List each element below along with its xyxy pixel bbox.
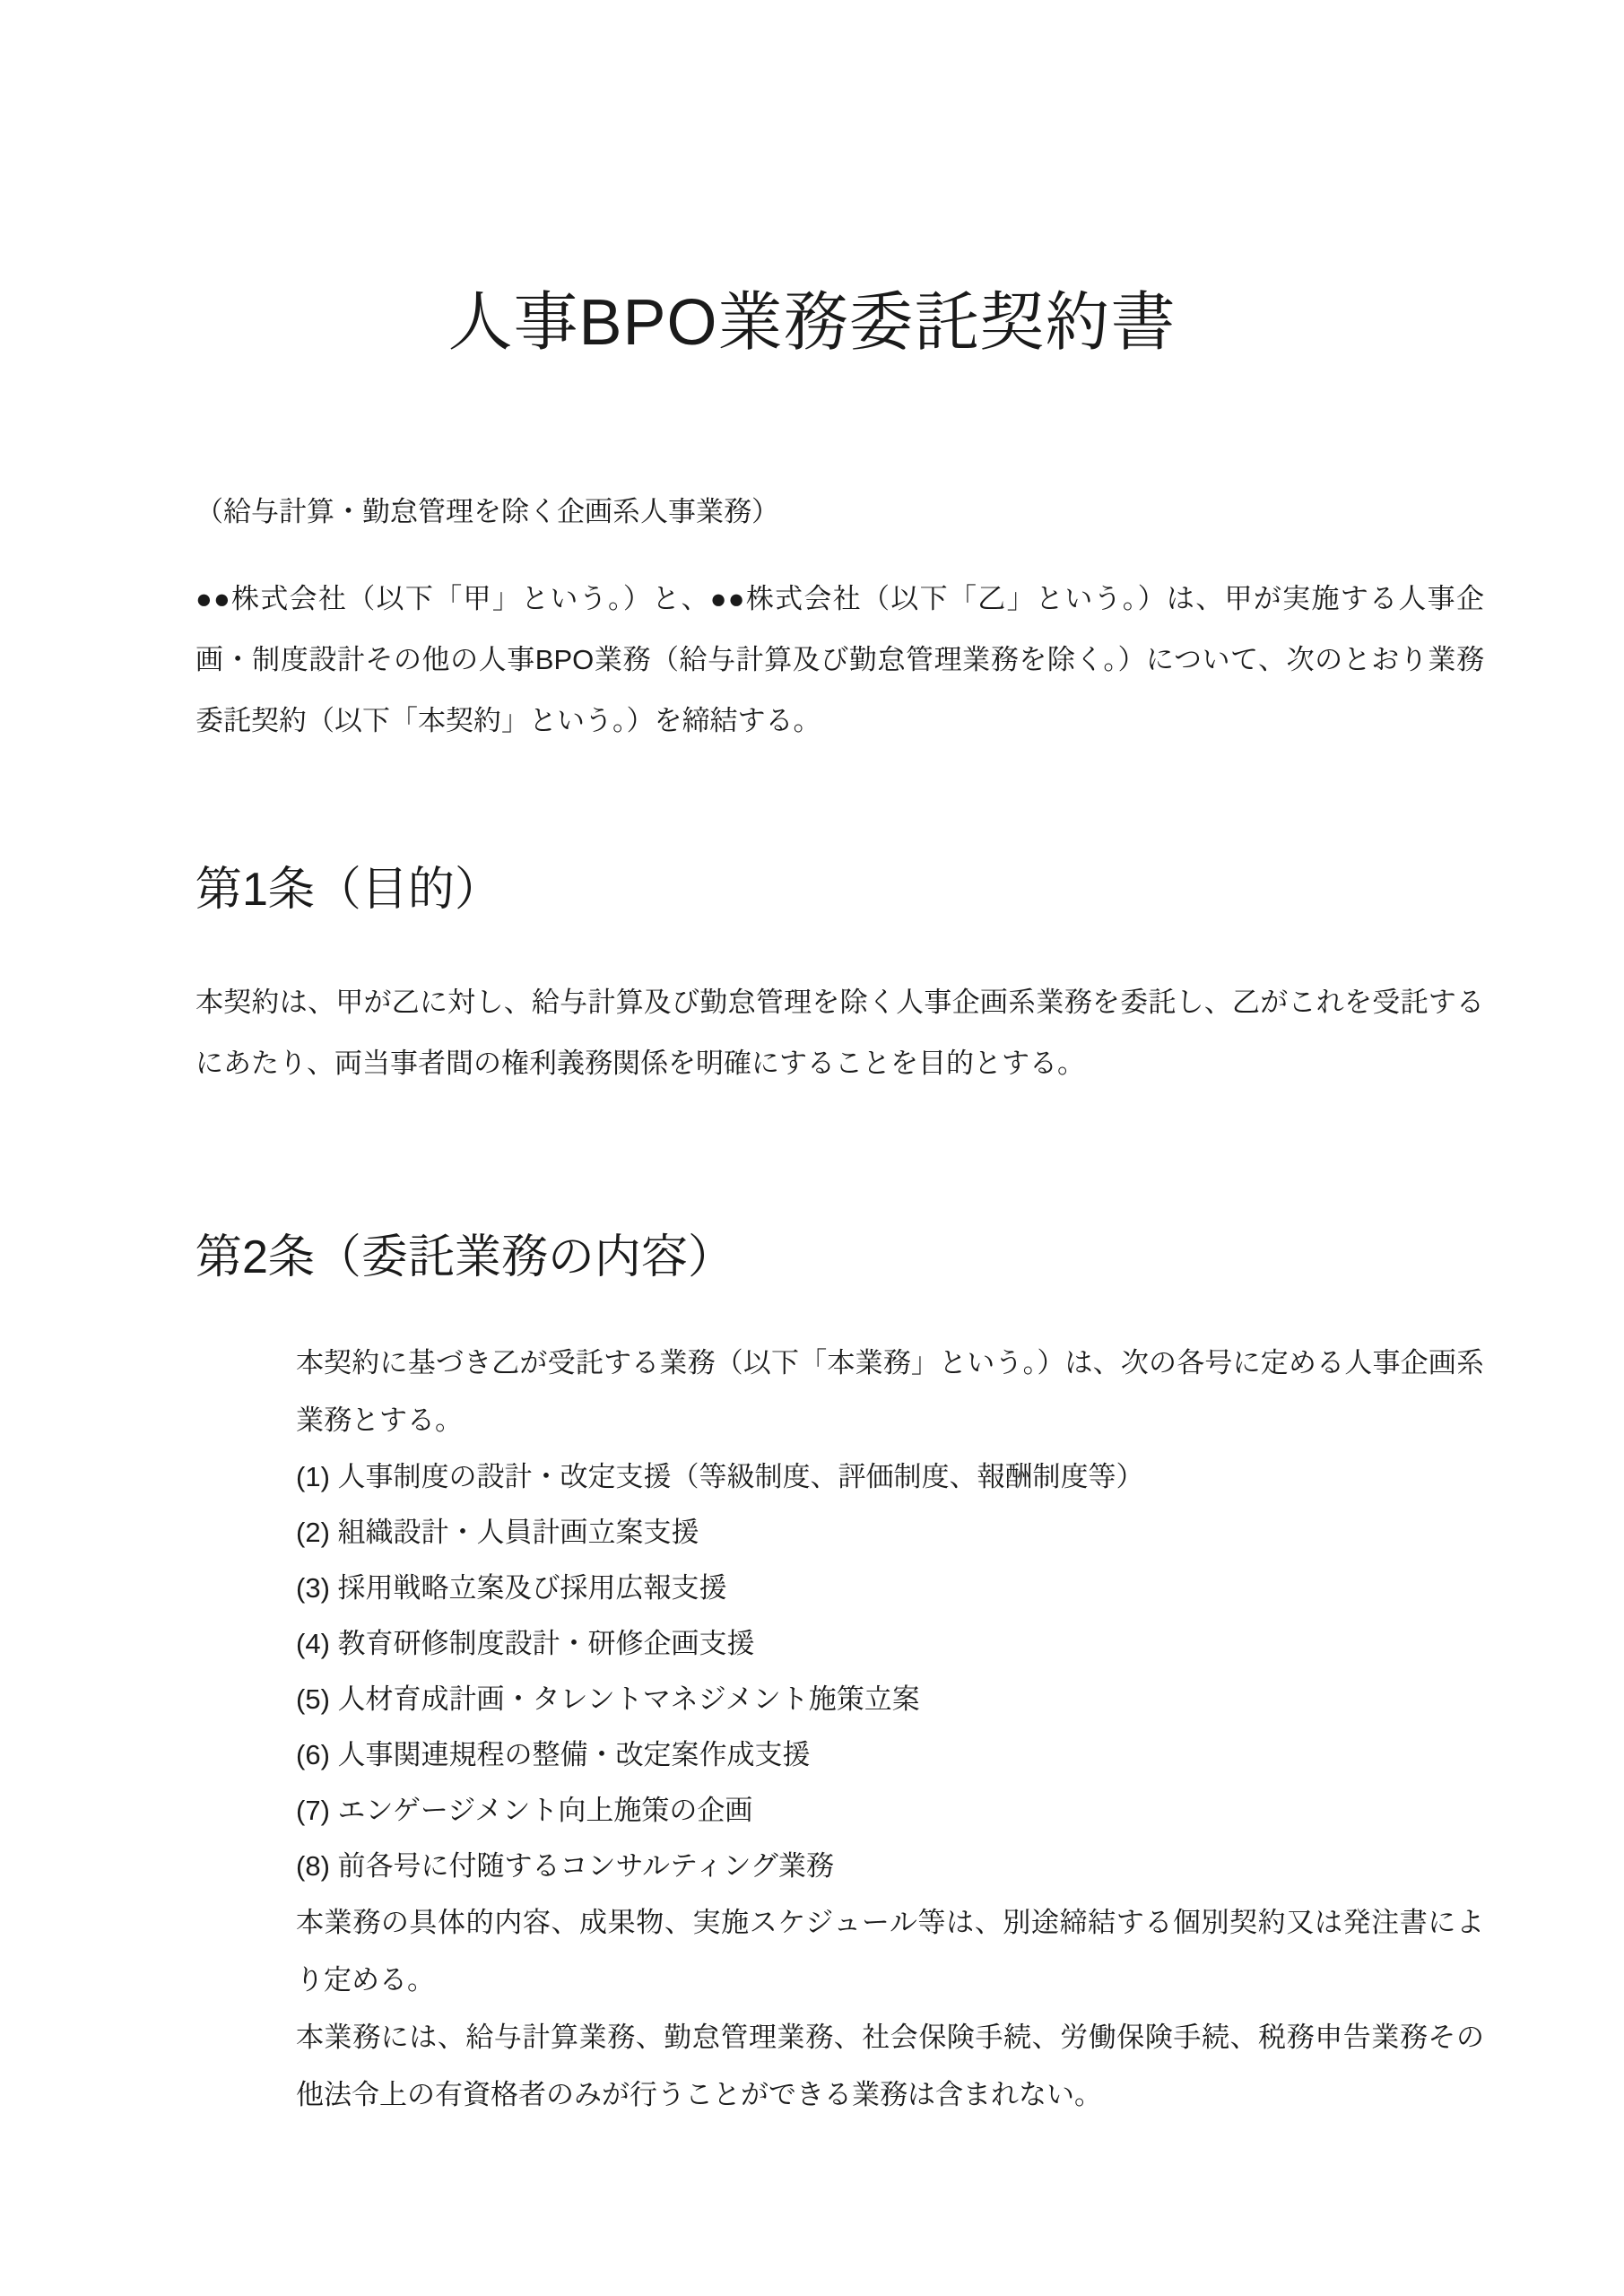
section2-block	[296, 1335, 1484, 2124]
section1-body: 本契約は、甲が乙に対し、給与計算及び勤怠管理を除く人事企画系業務を委託し、乙がこれを受託するにあたり、両当事者間の権利義務関係を明確にすることを目的とする。	[195, 987, 1484, 1079]
section2-heading: 第2条（委託業務の内容）	[195, 1231, 734, 1283]
section1-heading: 第1条（目的）	[195, 864, 501, 916]
list-item-2: (2) 組織設計・人員計画立案支援	[296, 1517, 699, 1548]
list-item-7: (7) エンゲージメント向上施策の企画	[296, 1795, 753, 1826]
list-item-8: (8) 前各号に付随するコンサルティング業務	[296, 1850, 834, 1882]
section2-intro: 本契約に基づき乙が受託する業務（以下「本業務」という。）は、次の各号に定める人事企画系業務とする。	[296, 1347, 1484, 1436]
list-item-6: (6) 人事関連規程の整備・改定案作成支援	[296, 1739, 811, 1770]
list-item-4: (4) 教育研修制度設計・研修企画支援	[296, 1628, 755, 1659]
intro-paragraph: ●●株式会社（以下「甲」という。）と、●●株式会社（以下「乙」という。）は、甲が実施する人事企画・制度設計その他の人事BPO業務（給与計算及び勤怠管理業務を除く。）について、次のとおり業務委託契約（以下「本契約」という。）を締結する。	[195, 583, 1484, 736]
list-item-1: (1) 人事制度の設計・改定支援（等級制度、評価制度、報酬制度等）	[296, 1461, 1144, 1492]
list-item-5: (5) 人材育成計画・タレントマネジメント施策立案	[296, 1683, 920, 1715]
section2-para2: 本業務には、給与計算業務、勤怠管理業務、社会保険手続、労働保険手続、税務申告業務その他法令上の有資格者のみが行うことができる業務は含まれない。	[296, 2022, 1484, 2110]
list-item-3: (3) 採用戦略立案及び採用広報支援	[296, 1572, 727, 1604]
document-subtitle: （給与計算・勤怠管理を除く企画系人事業務）	[195, 496, 779, 527]
document-title: 人事BPO業務委託契約書	[447, 287, 1177, 359]
section2-para1: 本業務の具体的内容、成果物、実施スケジュール等は、別途締結する個別契約又は発注書により定める。	[296, 1907, 1484, 1996]
